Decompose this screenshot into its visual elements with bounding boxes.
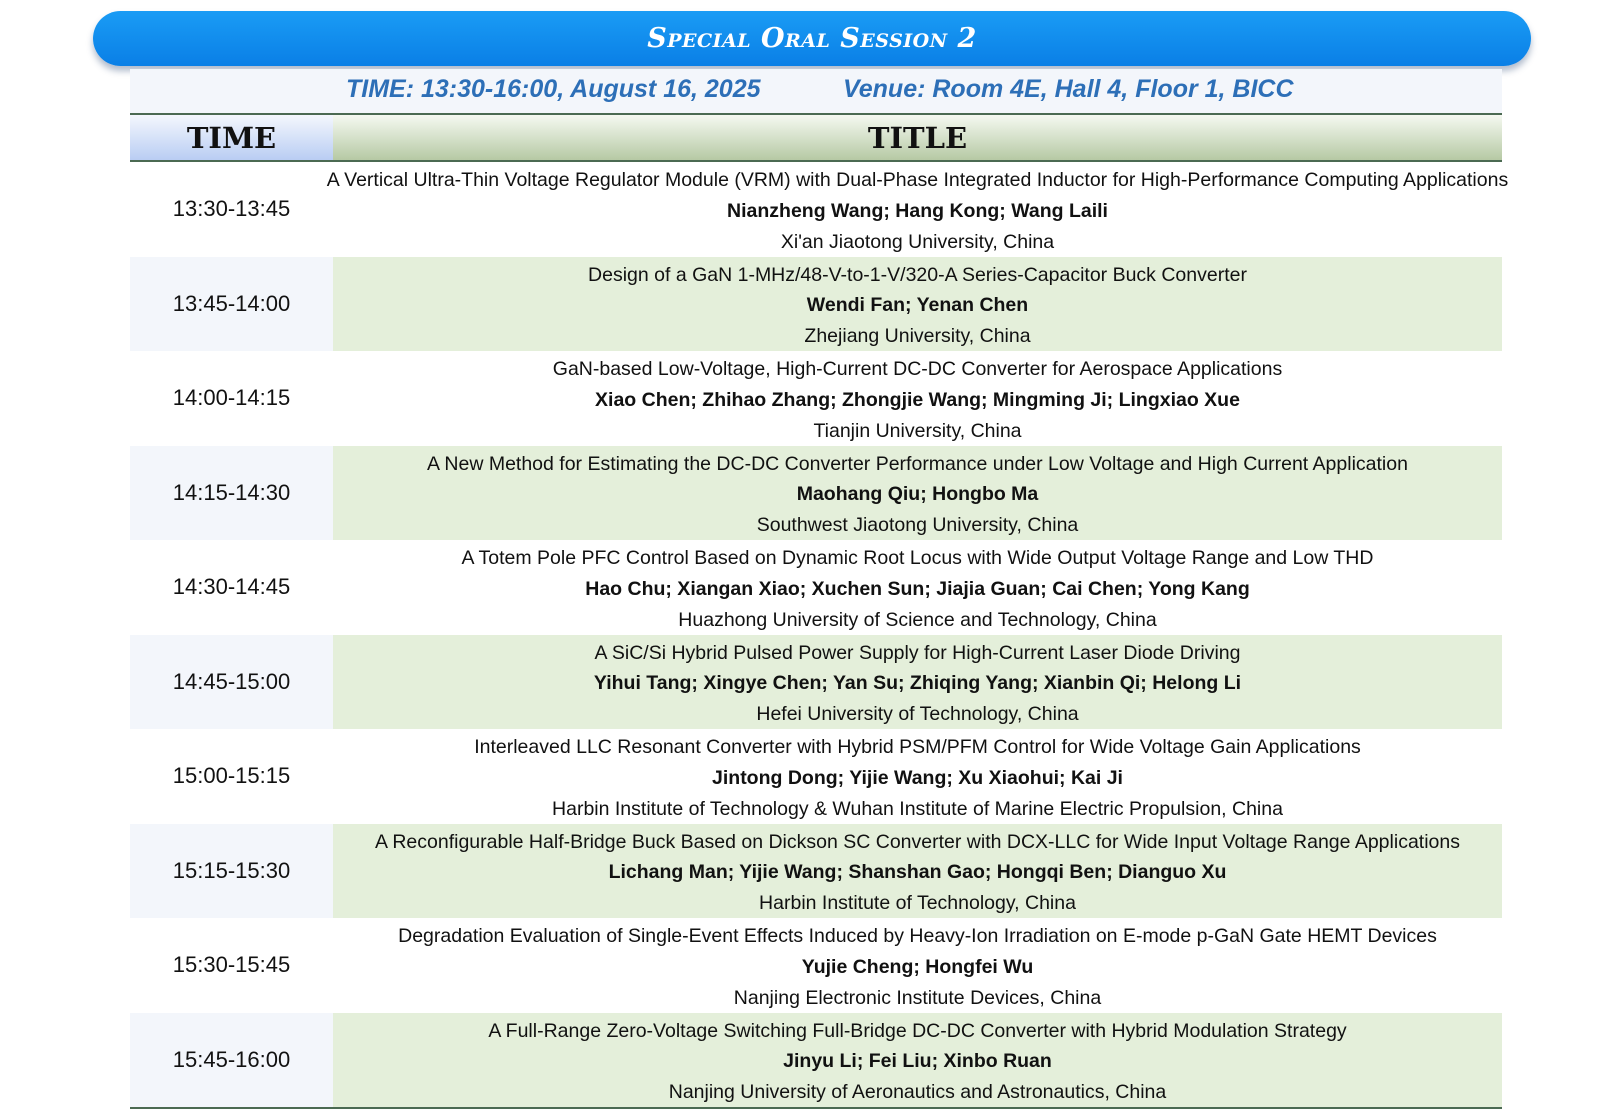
paper-affiliation: Huazhong University of Science and Technology, China bbox=[678, 608, 1157, 631]
paper-authors: Hao Chu; Xiangan Xiao; Xuchen Sun; Jiajia Guan; Cai Chen; Yong Kang bbox=[585, 577, 1250, 600]
paper-title: A SiC/Si Hybrid Pulsed Power Supply for High-Current Laser Diode Driving bbox=[594, 641, 1241, 664]
session-time: TIME: 13:30-16:00, August 16, 2025 bbox=[346, 75, 761, 103]
paper-affiliation: Harbin Institute of Technology & Wuhan Institute of Marine Electric Propulsion, China bbox=[552, 797, 1283, 820]
paper-title: A Reconfigurable Half-Bridge Buck Based on Dickson SC Converter with DCX-LLC for Wide Input Voltage Range Applications bbox=[375, 830, 1460, 853]
paper-title: A New Method for Estimating the DC-DC Converter Performance under Low Voltage and High Current Application bbox=[427, 452, 1408, 475]
paper-affiliation: Southwest Jiaotong University, China bbox=[756, 514, 1079, 536]
slot-time: 14:30-14:45 bbox=[130, 540, 333, 635]
slot-time: 15:30-15:45 bbox=[130, 918, 333, 1013]
paper-cell bbox=[333, 1013, 1502, 1108]
paper-authors: Yihui Tang; Xingye Chen; Yan Su; Zhiqing Yang; Xianbin Qi; Helong Li bbox=[593, 672, 1242, 695]
slot-time: 14:15-14:30 bbox=[130, 446, 333, 541]
table-row bbox=[130, 918, 1502, 1013]
paper-cell bbox=[333, 918, 1502, 1013]
table-row bbox=[130, 729, 1502, 824]
paper-title: GaN-based Low-Voltage, High-Current DC-DC Converter for Aerospace Applications bbox=[552, 358, 1283, 380]
paper-title: A Full-Range Zero-Voltage Switching Full-Bridge DC-DC Converter with Hybrid Modulation Strategy bbox=[488, 1019, 1347, 1042]
paper-affiliation: Tianjin University, China bbox=[813, 419, 1022, 442]
slot-time: 15:45-16:00 bbox=[130, 1013, 333, 1108]
time-column-header bbox=[130, 115, 333, 162]
title-header-label: TITLE bbox=[867, 120, 968, 155]
time-header-label: TIME bbox=[186, 120, 277, 155]
table-bottom-rule bbox=[130, 1107, 1502, 1109]
table-row bbox=[130, 351, 1502, 446]
paper-cell bbox=[333, 824, 1502, 919]
paper-authors: Maohang Qiu; Hongbo Ma bbox=[796, 483, 1039, 506]
paper-title: A Vertical Ultra-Thin Voltage Regulator Module (VRM) with Dual-Phase Integrated Inductor for High-Performance Computing Applications bbox=[326, 169, 1509, 191]
paper-authors: Lichang Man; Yijie Wang; Shanshan Gao; Hongqi Ben; Dianguo Xu bbox=[608, 861, 1227, 884]
title-column-header bbox=[333, 115, 1502, 162]
table-row bbox=[130, 635, 1502, 730]
paper-authors: Xiao Chen; Zhihao Zhang; Zhongjie Wang; Mingming Ji; Lingxiao Xue bbox=[595, 388, 1240, 411]
paper-affiliation: Zhejiang University, China bbox=[804, 325, 1031, 347]
paper-authors: Jintong Dong; Yijie Wang; Xu Xiaohui; Kai Ji bbox=[712, 766, 1123, 789]
table-row bbox=[130, 446, 1502, 541]
paper-cell bbox=[333, 257, 1502, 352]
table-row bbox=[130, 162, 1509, 257]
table-row bbox=[130, 1013, 1502, 1108]
paper-cell bbox=[326, 162, 1509, 257]
paper-title: A Totem Pole PFC Control Based on Dynamic Root Locus with Wide Output Voltage Range and Low THD bbox=[461, 547, 1374, 569]
session-venue: Venue: Room 4E, Hall 4, Floor 1, BICC bbox=[843, 75, 1294, 103]
session-info-bar bbox=[130, 69, 1502, 115]
paper-authors: Wendi Fan; Yenan Chen bbox=[806, 294, 1029, 317]
paper-authors: Nianzheng Wang; Hang Kong; Wang Laili bbox=[727, 199, 1108, 222]
paper-affiliation: Xi'an Jiaotong University, China bbox=[780, 230, 1055, 253]
paper-affiliation: Nanjing University of Aeronautics and Astronautics, China bbox=[668, 1081, 1167, 1103]
session-title: Special Oral Session 2 bbox=[647, 23, 977, 54]
table-row bbox=[130, 824, 1502, 919]
slot-time: 13:45-14:00 bbox=[130, 257, 333, 352]
paper-title: Design of a GaN 1-MHz/48-V-to-1-V/320-A Series-Capacitor Buck Converter bbox=[588, 263, 1247, 286]
paper-cell bbox=[333, 446, 1502, 541]
paper-authors: Jinyu Li; Fei Liu; Xinbo Ruan bbox=[783, 1050, 1052, 1073]
paper-cell bbox=[333, 351, 1502, 446]
schedule-table bbox=[130, 162, 1509, 1107]
session-banner bbox=[93, 11, 1531, 66]
paper-cell bbox=[333, 540, 1502, 635]
slot-time: 14:00-14:15 bbox=[130, 351, 333, 446]
slot-time: 15:00-15:15 bbox=[130, 729, 333, 824]
paper-cell bbox=[333, 635, 1502, 730]
paper-affiliation: Hefei University of Technology, China bbox=[756, 703, 1079, 725]
slot-time: 14:45-15:00 bbox=[130, 635, 333, 730]
slot-time: 15:15-15:30 bbox=[130, 824, 333, 919]
slot-time: 13:30-13:45 bbox=[130, 162, 333, 257]
table-row bbox=[130, 540, 1502, 635]
paper-title: Degradation Evaluation of Single-Event Effects Induced by Heavy-Ion Irradiation on E-mode p-GaN Gate HEMT Devices bbox=[398, 925, 1437, 947]
paper-affiliation: Harbin Institute of Technology, China bbox=[759, 892, 1076, 914]
paper-authors: Yujie Cheng; Hongfei Wu bbox=[801, 955, 1034, 978]
paper-affiliation: Nanjing Electronic Institute Devices, China bbox=[733, 986, 1102, 1009]
paper-title: Interleaved LLC Resonant Converter with Hybrid PSM/PFM Control for Wide Voltage Gain Applications bbox=[474, 736, 1361, 758]
table-row bbox=[130, 257, 1502, 352]
paper-cell bbox=[333, 729, 1502, 824]
